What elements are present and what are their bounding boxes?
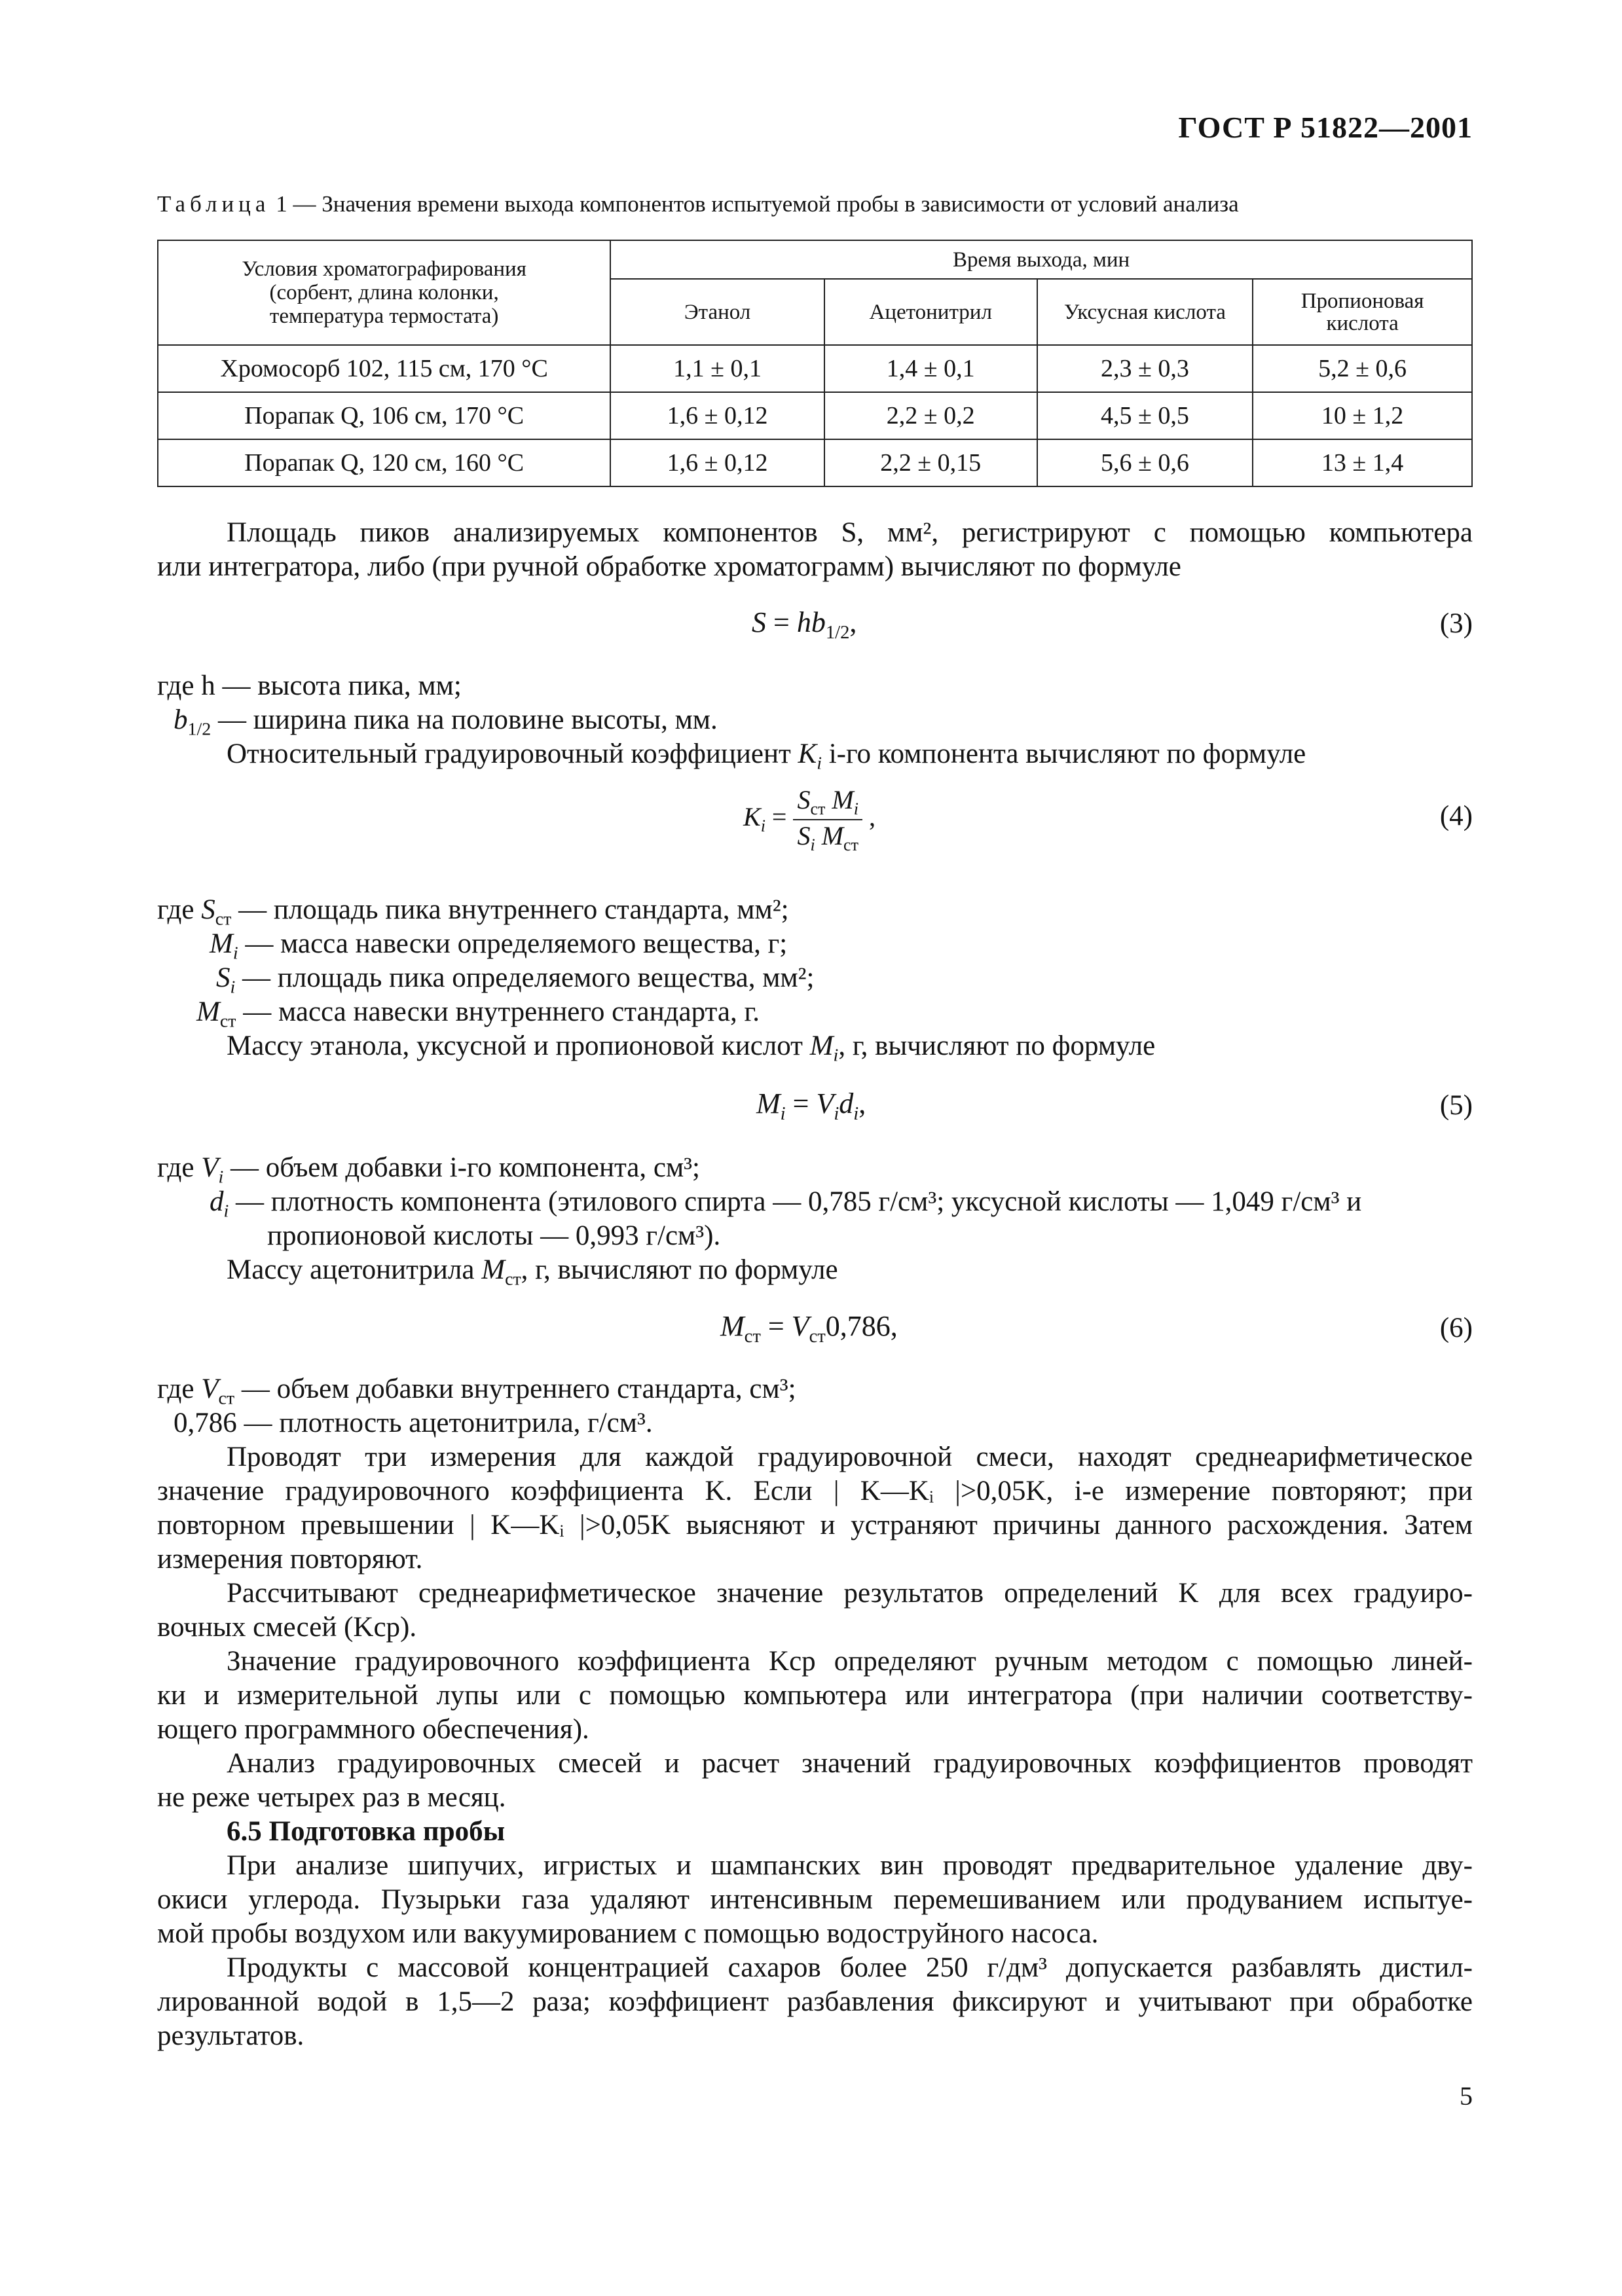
paragraph: Массу ацетонитрила $M_{ст}$, г, вычисляют по формуле: [227, 1254, 838, 1290]
paragraph: ки и измерительной лупы или с помощью компьютера или интегратора (при наличии соответству-: [157, 1680, 1473, 1711]
retention-time-table: [157, 240, 1473, 487]
paragraph: Площадь пиков анализируемых компонентов S, мм², регистрируют с помощью компьютера: [227, 517, 1473, 548]
col-header: Этанол: [610, 279, 824, 345]
where-line: $S_i$ — площадь пика определяемого вещества, мм²;: [216, 962, 815, 998]
paragraph: Анализ градуировочных смесей и расчет значений градуировочных коэффициентов проводят: [227, 1748, 1473, 1779]
cell: 1,6 ± 0,12: [610, 392, 824, 439]
paragraph: При анализе шипучих, игристых и шампанских вин проводят предварительное удаление дву-: [227, 1850, 1473, 1881]
cell: 2,3 ± 0,3: [1037, 345, 1253, 392]
cell: 5,6 ± 0,6: [1037, 439, 1253, 486]
paragraph: Массу этанола, уксусной и пропионовой кислот $M_i$, г, вычисляют по формуле: [227, 1030, 1156, 1066]
paragraph: Проводят три измерения для каждой градуировочной смеси, находят среднеарифметическое: [227, 1442, 1473, 1472]
equation-number: (6): [1439, 1313, 1473, 1343]
cell: 1,6 ± 0,12: [610, 439, 824, 486]
paragraph: окиси углерода. Пузырьки газа удаляют интенсивным перемешиванием или продуванием испытуе-: [157, 1884, 1473, 1915]
equation-6: $M_{ст} = V_{ст}0,786$,: [720, 1310, 898, 1347]
cell: 13 ± 1,4: [1253, 439, 1472, 486]
page-number: 5: [1460, 2081, 1473, 2111]
paragraph: Продукты с массовой концентрацией сахаров более 250 г/дм³ допускается разбавлять дистил-: [227, 1952, 1473, 1983]
table-row: [158, 392, 1472, 439]
paragraph: лированной водой в 1,5—2 раза; коэффициент разбавления фиксируют и учитывают при обработке: [157, 1986, 1473, 2017]
col-header: Ацетонитрил: [824, 279, 1037, 345]
equation-number: (5): [1439, 1090, 1473, 1121]
paragraph: или интегратора, либо (при ручной обработке хроматограмм) вычисляют по формуле: [157, 551, 1181, 582]
table-row: [158, 345, 1472, 392]
where-line: $b_{1/2}$ — ширина пика на половине высоты, мм.: [174, 704, 718, 740]
col-header: Уксусная кислота: [1037, 279, 1253, 345]
paragraph: Рассчитывают среднеарифметическое значение результатов определений K для всех градуиро-: [227, 1578, 1473, 1609]
row-condition: Порапак Q, 106 см, 170 °С: [158, 392, 610, 439]
paragraph: измерения повторяют.: [157, 1544, 423, 1575]
where-line: где $V_{ст}$ — объем добавки внутреннего стандарта, см³;: [157, 1374, 796, 1409]
paragraph: значение градуировочного коэффициента K. Если | K—Kᵢ |>0,05K, i-е измерение повторяют; при: [157, 1476, 1473, 1506]
cell: 2,2 ± 0,15: [824, 439, 1037, 486]
paragraph: Относительный градуировочный коэффициент $K_i$ i-го компонента вычисляют по формуле: [227, 738, 1306, 774]
cell: 4,5 ± 0,5: [1037, 392, 1253, 439]
cell: 10 ± 1,2: [1253, 392, 1472, 439]
cell: 1,1 ± 0,1: [610, 345, 824, 392]
where-line: пропионовой кислоты — 0,993 г/см³).: [267, 1220, 721, 1251]
cell: 2,2 ± 0,2: [824, 392, 1037, 439]
equation-number: (3): [1439, 608, 1473, 639]
where-line: $M_i$ — масса навески определяемого вещества, г;: [210, 928, 788, 964]
where-line: $M_{ст}$ — масса навески внутреннего стандарта, г.: [196, 996, 760, 1032]
equation-number: (4): [1439, 801, 1473, 831]
where-line: $d_i$ — плотность компонента (этилового спирта — 0,785 г/см³; уксусной кислоты — 1,049 г/см³ и: [210, 1186, 1362, 1222]
equation-4: $K_i$ = $\frac{S_{ст} M_i}{S_i M_{ст}}$ ,: [743, 785, 876, 854]
document-header: ГОСТ Р 51822—2001: [1178, 111, 1473, 144]
paragraph: Значение градуировочного коэффициента Kср определяют ручным методом с помощью линей-: [227, 1646, 1473, 1677]
section-heading: 6.5 Подготовка пробы: [227, 1816, 506, 1847]
paragraph: не реже четырех раз в месяц.: [157, 1782, 506, 1813]
paragraph: мой пробы воздухом или вакуумированием с помощью водоструйного насоса.: [157, 1918, 1099, 1949]
table-row: [158, 439, 1472, 486]
table-caption: Таблица 1 — Значения времени выхода компонентов испытуемой пробы в зависимости от условий анализа: [157, 191, 1239, 217]
equation-5: $M_i = V_id_i$,: [756, 1087, 866, 1124]
paragraph: вочных смесей (Kср).: [157, 1612, 417, 1643]
conditions-header: Условия хроматографирования (сорбент, длина колонки, температура термостата): [158, 240, 610, 345]
where-line: 0,786 — плотность ацетонитрила, г/см³.: [174, 1408, 653, 1438]
time-header: Время выхода, мин: [610, 240, 1472, 279]
row-condition: Порапак Q, 120 см, 160 °С: [158, 439, 610, 486]
cell: 5,2 ± 0,6: [1253, 345, 1472, 392]
row-condition: Хромосорб 102, 115 см, 170 °С: [158, 345, 610, 392]
paragraph: результатов.: [157, 2020, 304, 2051]
where-line: где $V_i$ — объем добавки i-го компонента, см³;: [157, 1152, 700, 1188]
where-line: где $S_{ст}$ — площадь пика внутреннего стандарта, мм²;: [157, 894, 789, 930]
where-line: где h — высота пика, мм;: [157, 670, 462, 701]
paragraph: ющего программного обеспечения).: [157, 1714, 589, 1745]
equation-3: $S = hb_{1/2}$,: [752, 606, 857, 643]
cell: 1,4 ± 0,1: [824, 345, 1037, 392]
paragraph: повторном превышении | K—Kᵢ |>0,05K выясняют и устраняют причины данного расхождения. Затем: [157, 1510, 1473, 1540]
col-header: Пропионовая кислота: [1253, 279, 1472, 345]
